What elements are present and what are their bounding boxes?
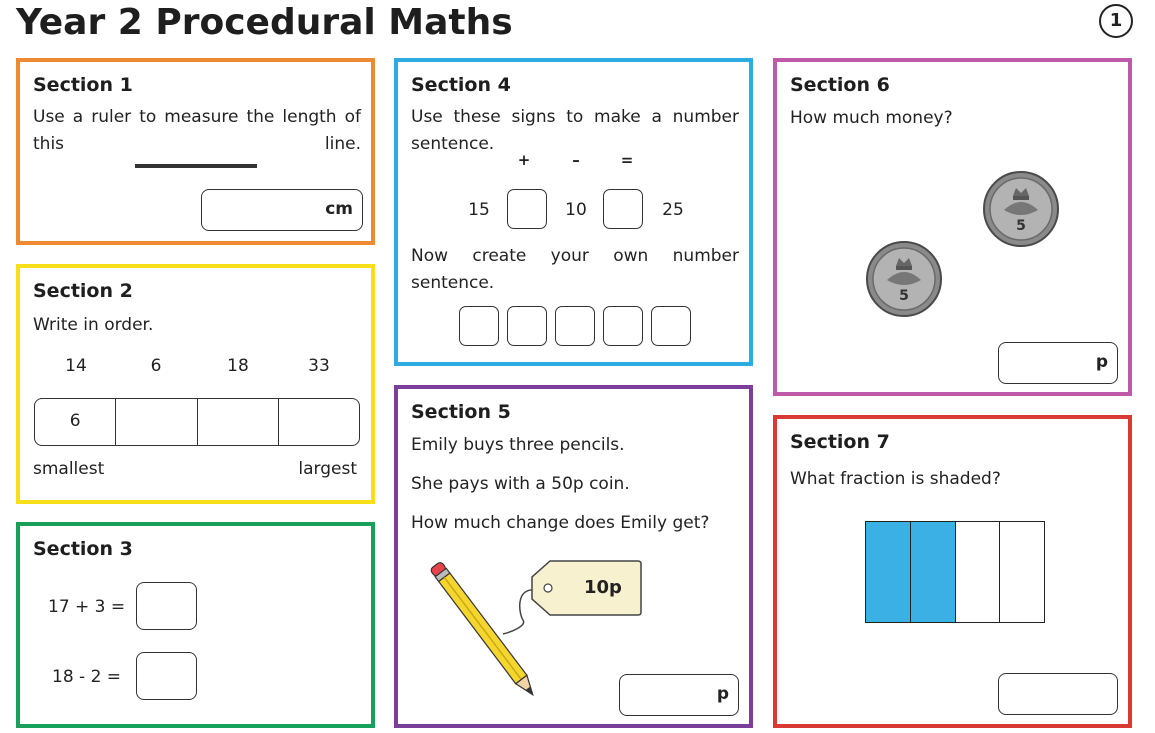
section-1-unit: cm <box>325 199 353 219</box>
own-sentence-box[interactable] <box>555 306 595 346</box>
sentence-number: 25 <box>662 200 684 220</box>
order-number: 33 <box>308 356 330 376</box>
section-3-answer-box-1[interactable] <box>136 582 197 630</box>
section-5-card <box>394 385 753 728</box>
coin-value-text: 5 <box>1016 218 1026 234</box>
fraction-part-unshaded <box>1000 522 1044 622</box>
section-5-answer-box[interactable] <box>619 674 739 716</box>
section-4-card <box>394 58 753 366</box>
sentence-number: 10 <box>565 200 587 220</box>
section-6-answer-box[interactable] <box>998 342 1118 384</box>
fraction-part-shaded <box>911 522 956 622</box>
five-pence-coin <box>982 170 1060 248</box>
section-3-question-1: 17 + 3 = <box>48 597 126 617</box>
section-4-question: Use these signs to make a number sentence. <box>411 107 739 154</box>
order-answer-row <box>34 398 360 446</box>
order-number: 14 <box>65 356 87 376</box>
page-number-badge: 1 <box>1099 4 1133 38</box>
section-1-title: Section 1 <box>33 74 133 96</box>
section-1-answer-box[interactable] <box>201 189 363 231</box>
own-sentence-box[interactable] <box>603 306 643 346</box>
section-2-card <box>16 264 375 504</box>
sign-plus: + <box>517 151 531 169</box>
order-answer-cell[interactable] <box>116 399 197 445</box>
fraction-part-unshaded <box>956 522 1001 622</box>
order-answer-cell[interactable] <box>279 399 359 445</box>
section-6-title: Section 6 <box>790 74 890 96</box>
largest-label: largest <box>298 459 357 479</box>
section-4-title: Section 4 <box>411 74 511 96</box>
sentence-number: 15 <box>468 200 490 220</box>
order-number: 6 <box>150 356 162 376</box>
section-3-card <box>16 522 375 728</box>
section-5-unit: p <box>716 684 729 704</box>
smallest-label: smallest <box>33 459 105 479</box>
price-tag-label: 10p <box>584 577 622 598</box>
coin-value-text: 5 <box>899 288 909 304</box>
section-7-title: Section 7 <box>790 431 890 453</box>
order-number: 18 <box>227 356 249 376</box>
section-5-line-3: How much change does Emily get? <box>411 513 710 533</box>
section-6-unit: p <box>1095 352 1108 372</box>
section-2-question: Write in order. <box>33 315 154 335</box>
measure-line <box>135 164 257 168</box>
sign-equals: = <box>620 151 634 169</box>
order-answer-cell[interactable]: 6 <box>35 399 116 445</box>
section-3-title: Section 3 <box>33 538 133 560</box>
section-2-title: Section 2 <box>33 280 133 302</box>
section-6-question: How much money? <box>790 108 953 128</box>
section-5-line-2: She pays with a 50p coin. <box>411 474 630 494</box>
own-sentence-box[interactable] <box>459 306 499 346</box>
own-sentence-box[interactable] <box>507 306 547 346</box>
section-7-card <box>773 415 1132 728</box>
section-4-question-2: Now create your own number sentence. <box>411 246 739 293</box>
sign-answer-box[interactable] <box>507 189 547 229</box>
fraction-bar <box>865 521 1045 623</box>
section-3-answer-box-2[interactable] <box>136 652 197 700</box>
section-1-question: Use a ruler to measure the length of this line. <box>33 107 361 154</box>
section-1-card <box>16 58 375 245</box>
order-answer-cell[interactable] <box>198 399 279 445</box>
sign-minus: – <box>572 151 580 169</box>
fraction-part-shaded <box>866 522 911 622</box>
section-3-question-2: 18 - 2 = <box>52 667 122 687</box>
section-7-question: What fraction is shaded? <box>790 469 1001 489</box>
sign-answer-box[interactable] <box>603 189 643 229</box>
section-5-title: Section 5 <box>411 401 511 423</box>
page-title: Year 2 Procedural Maths <box>16 2 513 43</box>
section-5-line-1: Emily buys three pencils. <box>411 435 625 455</box>
five-pence-coin <box>865 240 943 318</box>
own-sentence-box[interactable] <box>651 306 691 346</box>
section-7-answer-box[interactable] <box>998 673 1118 715</box>
section-6-card <box>773 58 1132 396</box>
